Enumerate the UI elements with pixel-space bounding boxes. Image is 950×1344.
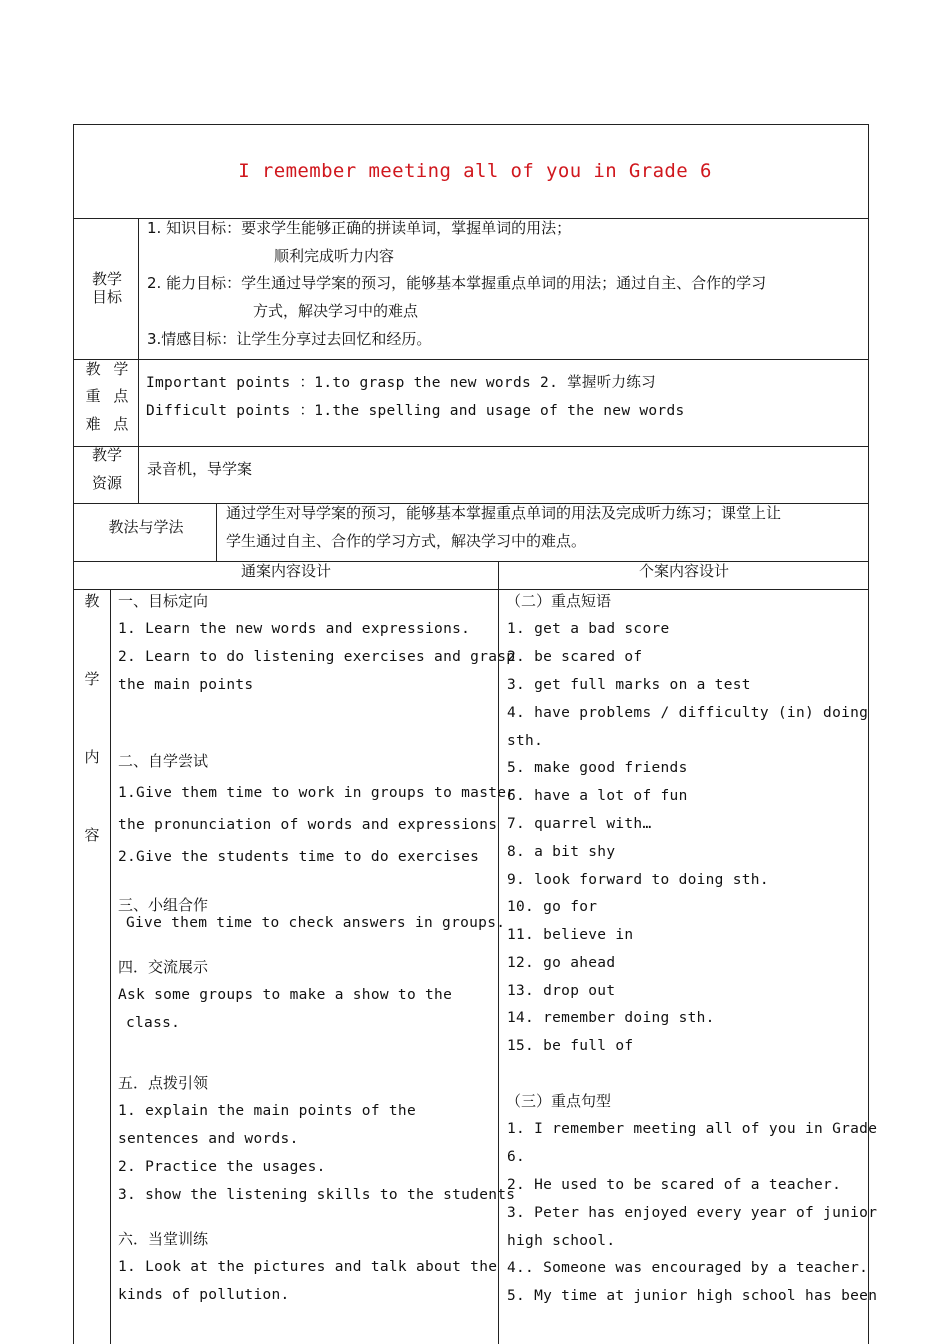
section-heading: （二）重点短语	[506, 592, 612, 610]
phrase-item: 14. remember doing sth.	[507, 1010, 715, 1026]
objectives-line: 2. 能力目标：学生通过导学案的预习，能够基本掌握重点单词的用法；通过自主、合作的学习	[147, 274, 767, 292]
section-heading: 四．交流展示	[118, 958, 209, 976]
column-divider	[498, 561, 499, 1344]
phrase-item: 11. believe in	[507, 927, 634, 943]
objectives-label: 教学目标	[91, 270, 122, 306]
methods-line: 通过学生对导学案的预习，能够基本掌握重点单词的用法及完成听力练习；课堂上让	[226, 504, 782, 522]
phrase-item: 15. be full of	[507, 1038, 634, 1054]
content-line: kinds of pollution.	[118, 1287, 290, 1303]
sentence-item: 5. My time at junior high school has been	[507, 1288, 878, 1304]
phrase-item: 10. go for	[507, 899, 598, 915]
phrase-item: 12. go ahead	[507, 955, 616, 971]
methods-line: 学生通过自主、合作的学习方式，解决学习中的难点。	[226, 532, 587, 550]
common-design-header: 通案内容设计	[240, 562, 331, 580]
objectives-line: 方式，解决学习中的难点	[253, 302, 419, 320]
resources-label: 资源	[91, 474, 122, 492]
column-divider	[110, 589, 111, 1344]
section-heading: 二、自学尝试	[118, 752, 209, 770]
section-heading: 五．点拨引领	[118, 1074, 209, 1092]
content-line: Ask some groups to make a show to the	[118, 987, 453, 1003]
content-line: the pronunciation of words and expressions	[118, 817, 498, 833]
teaching-content-label: 学	[84, 670, 100, 688]
content-line: 2.Give the students time to do exercises	[118, 849, 480, 865]
page-title: I remember meeting all of you in Grade 6	[238, 160, 712, 182]
resources-text: 录音机，导学案	[147, 460, 253, 478]
row-divider	[73, 446, 869, 447]
objectives-line: 1. 知识目标：要求学生能够正确的拼读单词，掌握单词的用法；	[147, 219, 572, 237]
sentence-item: 4.. Someone was encouraged by a teacher.	[507, 1260, 869, 1276]
column-divider	[138, 218, 139, 503]
phrase-item: 2. be scared of	[507, 649, 643, 665]
individual-design-header: 个案内容设计	[638, 562, 729, 580]
teaching-content-label: 内	[84, 748, 100, 766]
sentence-item: 3. Peter has enjoyed every year of junior	[507, 1205, 878, 1221]
content-line: 1. Look at the pictures and talk about the	[118, 1259, 498, 1275]
row-divider	[73, 589, 869, 590]
phrase-item: 9. look forward to doing sth.	[507, 872, 769, 888]
key-points-label: 难 点	[85, 415, 129, 433]
section-heading: （三）重点句型	[506, 1092, 612, 1110]
sentence-item: high school.	[507, 1233, 616, 1249]
phrase-item: 5. make good friends	[507, 760, 688, 776]
content-line: 1. Learn the new words and expressions.	[118, 621, 471, 637]
content-line: sentences and words.	[118, 1131, 299, 1147]
key-points-label: 教 学	[85, 360, 129, 378]
content-line: Give them time to check answers in groups.	[126, 915, 506, 931]
column-divider	[216, 503, 217, 561]
methods-label: 教法与学法	[108, 518, 184, 536]
important-points: Important points ：1.to grasp the new words 2. 掌握听力练习	[146, 375, 656, 391]
section-heading: 六．当堂训练	[118, 1230, 209, 1248]
phrase-item: 7. quarrel with…	[507, 816, 652, 832]
content-line: 1. explain the main points of the	[118, 1103, 416, 1119]
key-points-label: 重 点	[85, 387, 129, 405]
row-divider	[73, 359, 869, 360]
teaching-content-label: 教	[84, 592, 100, 610]
phrase-item: 4. have problems / difficulty (in) doing	[507, 705, 869, 721]
section-heading: 一、目标定向	[118, 592, 209, 610]
content-line: 2. Practice the usages.	[118, 1159, 326, 1175]
phrase-item: 13. drop out	[507, 983, 616, 999]
objectives-line: 3.情感目标：让学生分享过去回忆和经历。	[147, 330, 432, 348]
sentence-item: 2. He used to be scared of a teacher.	[507, 1177, 842, 1193]
sentence-item: 6.	[507, 1149, 526, 1165]
content-line: 3. show the listening skills to the students	[118, 1187, 516, 1203]
resources-label: 教学	[91, 446, 122, 464]
teaching-content-label: 容	[84, 826, 100, 844]
content-line: 1.Give them time to work in groups to master	[118, 785, 516, 801]
objectives-line: 顺利完成听力内容	[274, 247, 395, 265]
phrase-item: sth.	[507, 733, 544, 749]
phrase-item: 1. get a bad score	[507, 621, 670, 637]
phrase-item: 3. get full marks on a test	[507, 677, 751, 693]
difficult-points: Difficult points ：1.the spelling and usage of the new words	[146, 403, 685, 419]
sentence-item: 1. I remember meeting all of you in Grade	[507, 1121, 878, 1137]
content-line: 2. Learn to do listening exercises and grasp	[118, 649, 516, 665]
content-line: the main points	[118, 677, 254, 693]
phrase-item: 6. have a lot of fun	[507, 788, 688, 804]
section-heading: 三、小组合作	[118, 896, 209, 914]
phrase-item: 8. a bit shy	[507, 844, 616, 860]
content-line: class.	[126, 1015, 181, 1031]
